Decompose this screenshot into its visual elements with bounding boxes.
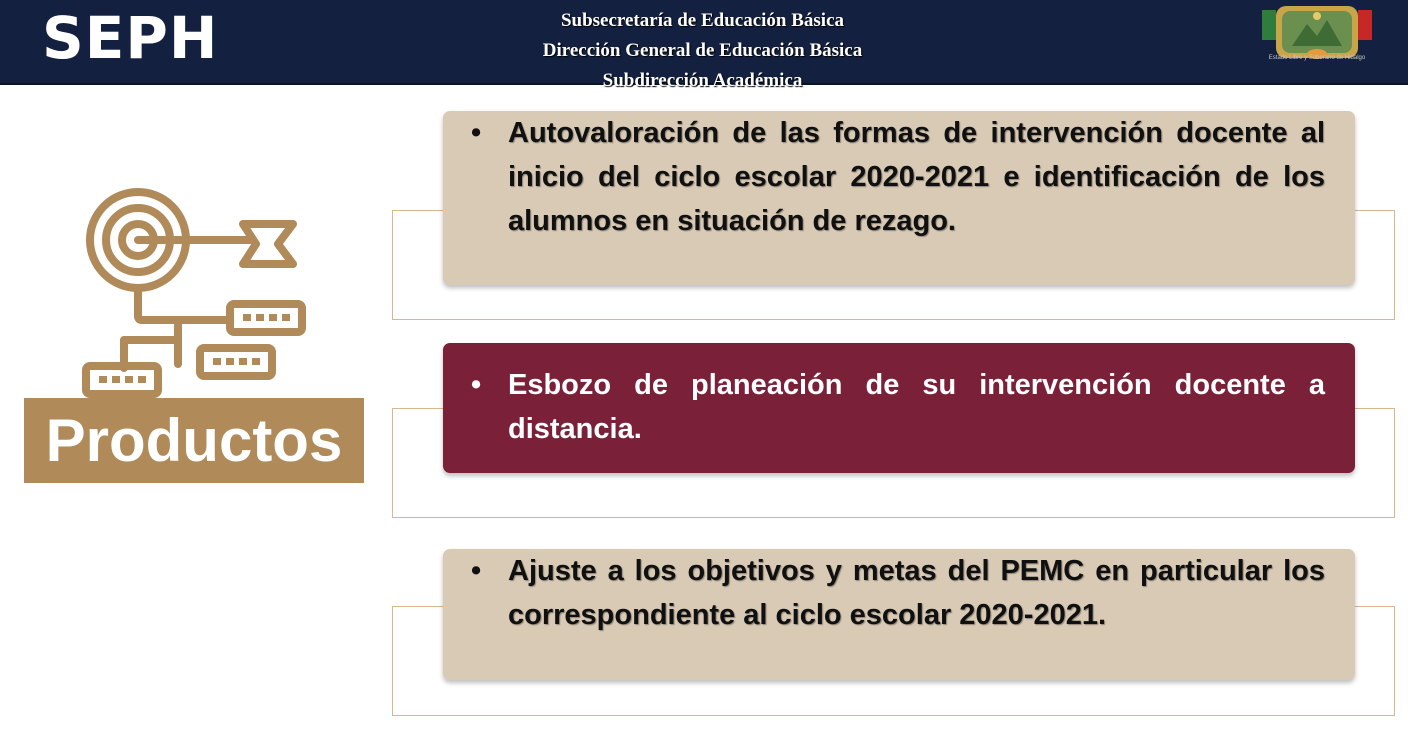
product-text-3: Ajuste a los objetivos y metas del PEMC en particular los correspondiente al ciclo escolar 2020-2021.	[508, 555, 1325, 631]
header-bar	[0, 0, 1408, 91]
product-text-2: Esbozo de planeación de su intervención docente a distancia.	[508, 369, 1325, 445]
bullet-icon: •	[471, 555, 482, 587]
product-card-2	[443, 343, 1355, 473]
brand-logo: SEPH	[42, 4, 219, 72]
header-line-2: Dirección General de Educación Básica	[542, 40, 863, 61]
target-arrow-network-icon	[78, 188, 308, 398]
product-card-1	[443, 111, 1355, 285]
product-text-1: Autovaloración de las formas de intervención docente al inicio del ciclo escolar 2020-2021 e identificación de los alumnos en situación de rezago.	[508, 117, 1325, 237]
header-line-3: Subdirección Académica	[602, 70, 803, 91]
header-titles	[430, 6, 975, 96]
section-title: Productos	[24, 398, 364, 483]
product-card-3	[443, 549, 1355, 680]
header-line-1: Subsecretaría de Educación Básica	[560, 10, 845, 31]
bullet-icon: •	[471, 117, 482, 149]
bullet-icon: •	[471, 369, 482, 401]
seal-caption: Estado Libre y Soberano de Hidalgo	[1268, 55, 1366, 61]
